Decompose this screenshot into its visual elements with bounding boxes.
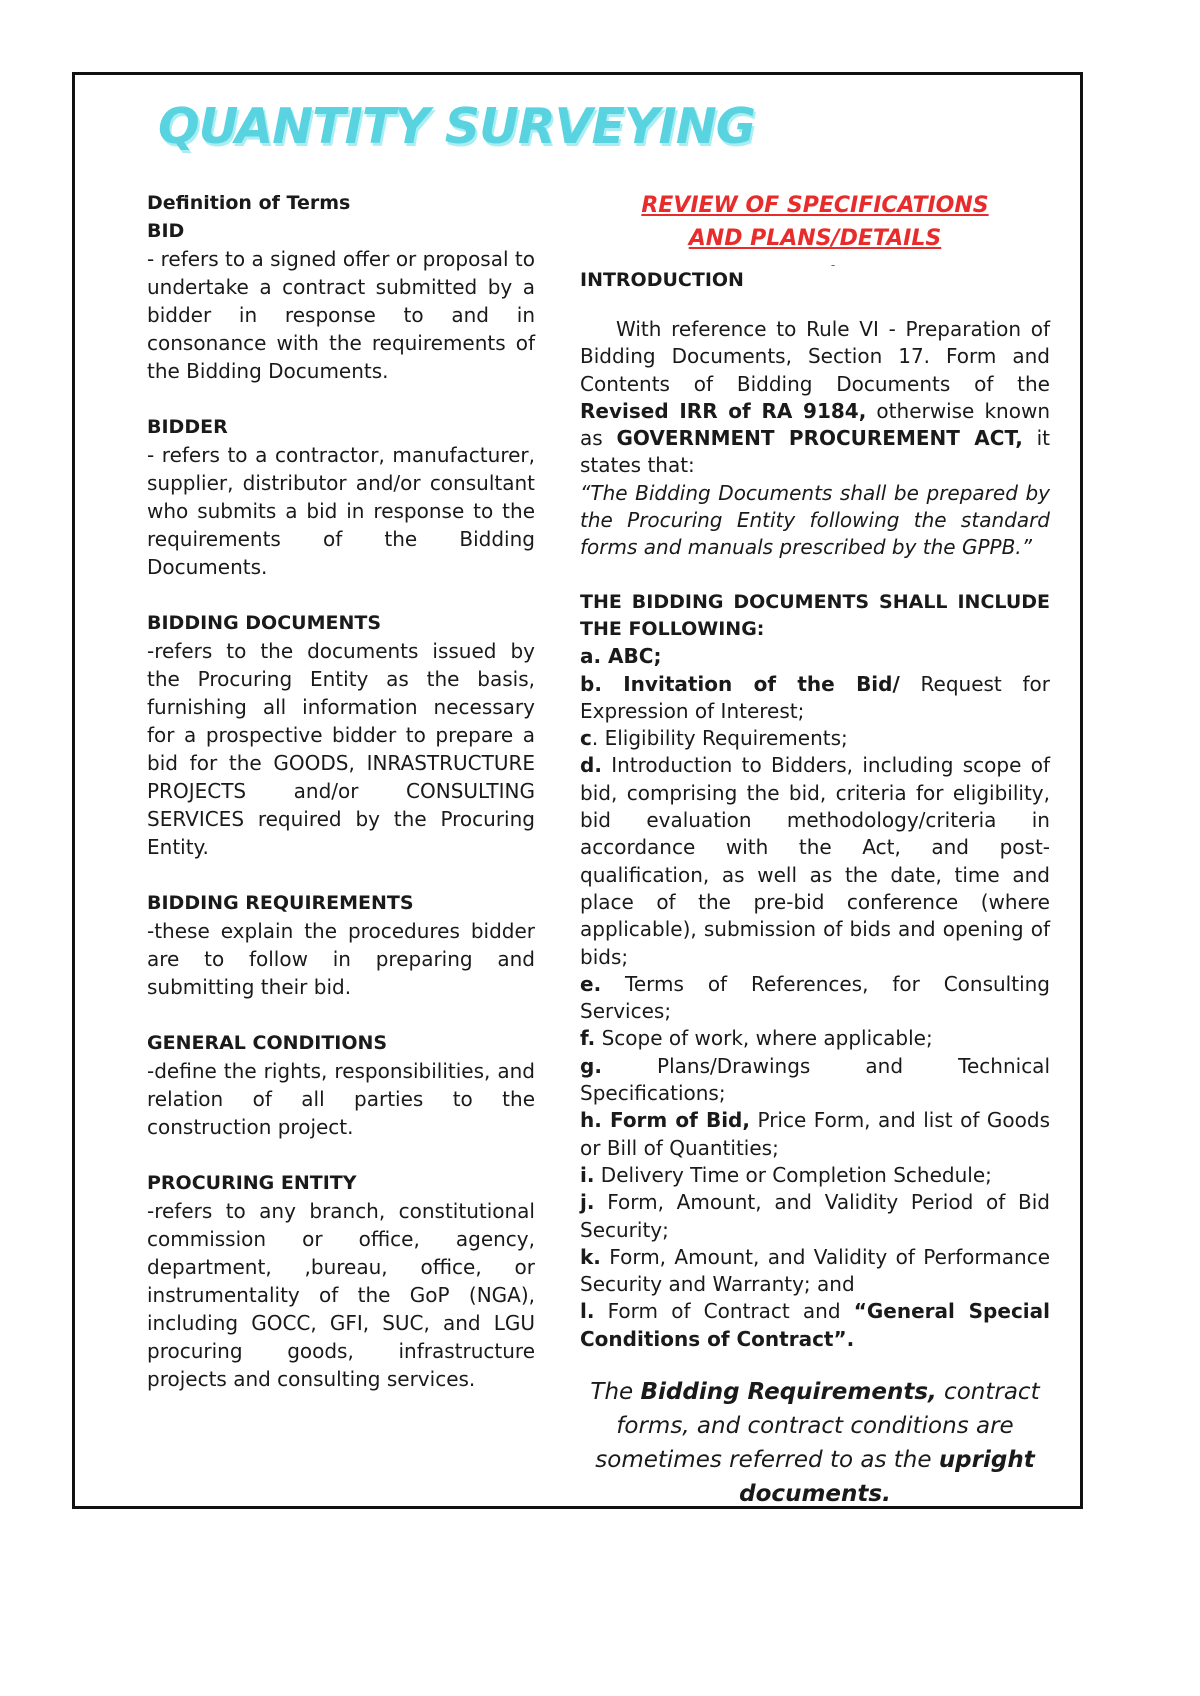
term-definition: -define the rights, responsibilities, and relation of all parties to the construction project. <box>147 1059 535 1139</box>
intro-text-1: With reference to Rule VI - Preparation of Bidding Documents, Section 17. Form and Contents of Bidding Documents of the <box>580 317 1050 396</box>
term-bidding-documents <box>147 609 535 861</box>
item-text: Request for Expression of Interest; <box>580 671 1050 723</box>
term-bidder <box>147 413 535 581</box>
closing-text-1: The <box>590 1378 641 1405</box>
includes-heading: THE BIDDING DOCUMENTS SHALL INCLUDE THE FOLLOWING: <box>580 590 1050 640</box>
item-text: Scope of work, where applicable; <box>595 1026 933 1051</box>
item-text: . Eligibility Requirements; <box>591 726 848 751</box>
list-item <box>580 1053 1050 1108</box>
item-label: a. ABC; <box>580 644 662 669</box>
item-text: Form, Amount, and Validity of Performance Security and Warranty; and <box>580 1244 1050 1297</box>
review-column <box>580 189 1050 1511</box>
item-label: c <box>580 726 592 751</box>
closing-statement <box>580 1375 1050 1511</box>
list-item <box>580 1162 1050 1189</box>
closing-bold-2: upright documents. <box>739 1446 1035 1507</box>
item-label: g. <box>580 1053 602 1078</box>
definitions-heading: Definition of Terms <box>147 192 351 214</box>
review-heading-line1: REVIEW OF SPECIFICATIONS <box>641 193 989 218</box>
list-item <box>580 671 1050 726</box>
list-item <box>580 752 1050 970</box>
term-name: BIDDING DOCUMENTS <box>147 612 382 634</box>
list-item <box>580 1107 1050 1162</box>
intro-bold-2: GOVERNMENT PROCUREMENT ACT, <box>616 426 1023 451</box>
item-label: b. Invitation of the Bid/ <box>580 671 900 696</box>
item-label: l. <box>580 1299 595 1324</box>
term-name: BIDDER <box>147 416 228 438</box>
list-item <box>580 643 1050 670</box>
term-bid <box>147 217 535 385</box>
item-text: Introduction to Bidders, including scope of bid, comprising the bid, criteria for eligibility, bid evaluation methodology/criteria in accordance with the Act, and post-qualification, as well as the date, time and place of the pre-bid conference (where applicable), submission of bids and opening of bids; <box>580 753 1050 969</box>
review-dash: - <box>830 258 836 272</box>
item-label: j. <box>580 1190 595 1215</box>
item-bold-tail: “General Special Conditions of Contract”. <box>580 1299 1051 1351</box>
item-text: Delivery Time or Completion Schedule; <box>594 1162 992 1187</box>
item-text: Form of Contract and <box>594 1299 854 1324</box>
term-bidding-requirements <box>147 889 535 1001</box>
item-label: k. <box>580 1244 601 1269</box>
intro-text-2: otherwise known as <box>580 398 1050 451</box>
term-name: PROCURING ENTITY <box>147 1172 357 1194</box>
gppb-quote: “The Bidding Documents shall be prepared by the Procuring Entity following the standard forms and manuals prescribed by the GPPB.” <box>580 480 1050 560</box>
term-definition: -refers to any branch, constitutional commission or office, agency, department, ,bureau, office, or instrumentality of the GoP (NGA), including GOCC, GFI, SUC, and LGU procuring goods, infrastructure projects and consulting services. <box>147 1199 535 1391</box>
term-procuring-entity <box>147 1169 535 1393</box>
item-text: Terms of References, for Consulting Services; <box>580 971 1050 1024</box>
definition-column <box>147 189 535 1393</box>
term-definition: -refers to the documents issued by the Procuring Entity as the basis, furnishing all information necessary for a prospective bidder to prepare a bid for the GOODS, INRASTRUCTURE PROJECTS and/or CONSULTING SERVICES required by the Procuring Entity. <box>147 639 535 859</box>
list-item <box>580 725 1050 752</box>
list-item <box>580 971 1050 1026</box>
item-label: e. <box>580 971 602 996</box>
list-item <box>580 1298 1050 1353</box>
intro-text-3: it states that: <box>580 426 1050 478</box>
item-label: h. Form of Bid, <box>580 1108 750 1133</box>
introduction-heading: INTRODUCTION <box>580 269 744 291</box>
term-definition: - refers to a contractor, manufacturer, supplier, distributor and/or consultant who submits a bid in response to the requirements of the Bidding Documents. <box>147 443 535 579</box>
intro-bold-1: Revised IRR of RA 9184, <box>580 398 867 423</box>
term-definition: - refers to a signed offer or proposal to undertake a contract submitted by a bidder in response to and in consonance with the requirements of the Bidding Documents. <box>147 247 535 383</box>
review-heading <box>580 189 1050 255</box>
item-label: i. <box>580 1162 595 1187</box>
term-name: BID <box>147 220 185 242</box>
introduction-paragraph <box>580 316 1050 480</box>
list-item <box>580 1244 1050 1299</box>
review-heading-line2: AND PLANS/DETAILS <box>688 226 942 251</box>
term-name: BIDDING REQUIREMENTS <box>147 892 414 914</box>
item-label: f. <box>580 1026 596 1051</box>
list-item <box>580 1189 1050 1244</box>
closing-text-2: contract forms, and contract conditions are sometimes referred to as the <box>595 1378 1040 1473</box>
item-text: Price Form, and list of Goods or Bill of Quantities; <box>580 1108 1050 1160</box>
item-text: Plans/Drawings and Technical Specifications; <box>580 1053 1050 1106</box>
bidding-documents-list <box>580 643 1050 1353</box>
term-general-conditions <box>147 1029 535 1141</box>
closing-bold-1: Bidding Requirements, <box>640 1378 937 1405</box>
term-name: GENERAL CONDITIONS <box>147 1032 388 1054</box>
term-definition: -these explain the procedures bidder are to follow in preparing and submitting their bid. <box>147 919 535 999</box>
item-text: Form, Amount, and Validity Period of Bid Security; <box>580 1190 1050 1242</box>
list-item <box>580 1025 1050 1052</box>
item-label: d. <box>580 753 602 778</box>
page-title: QUANTITY SURVEYING <box>158 98 755 155</box>
